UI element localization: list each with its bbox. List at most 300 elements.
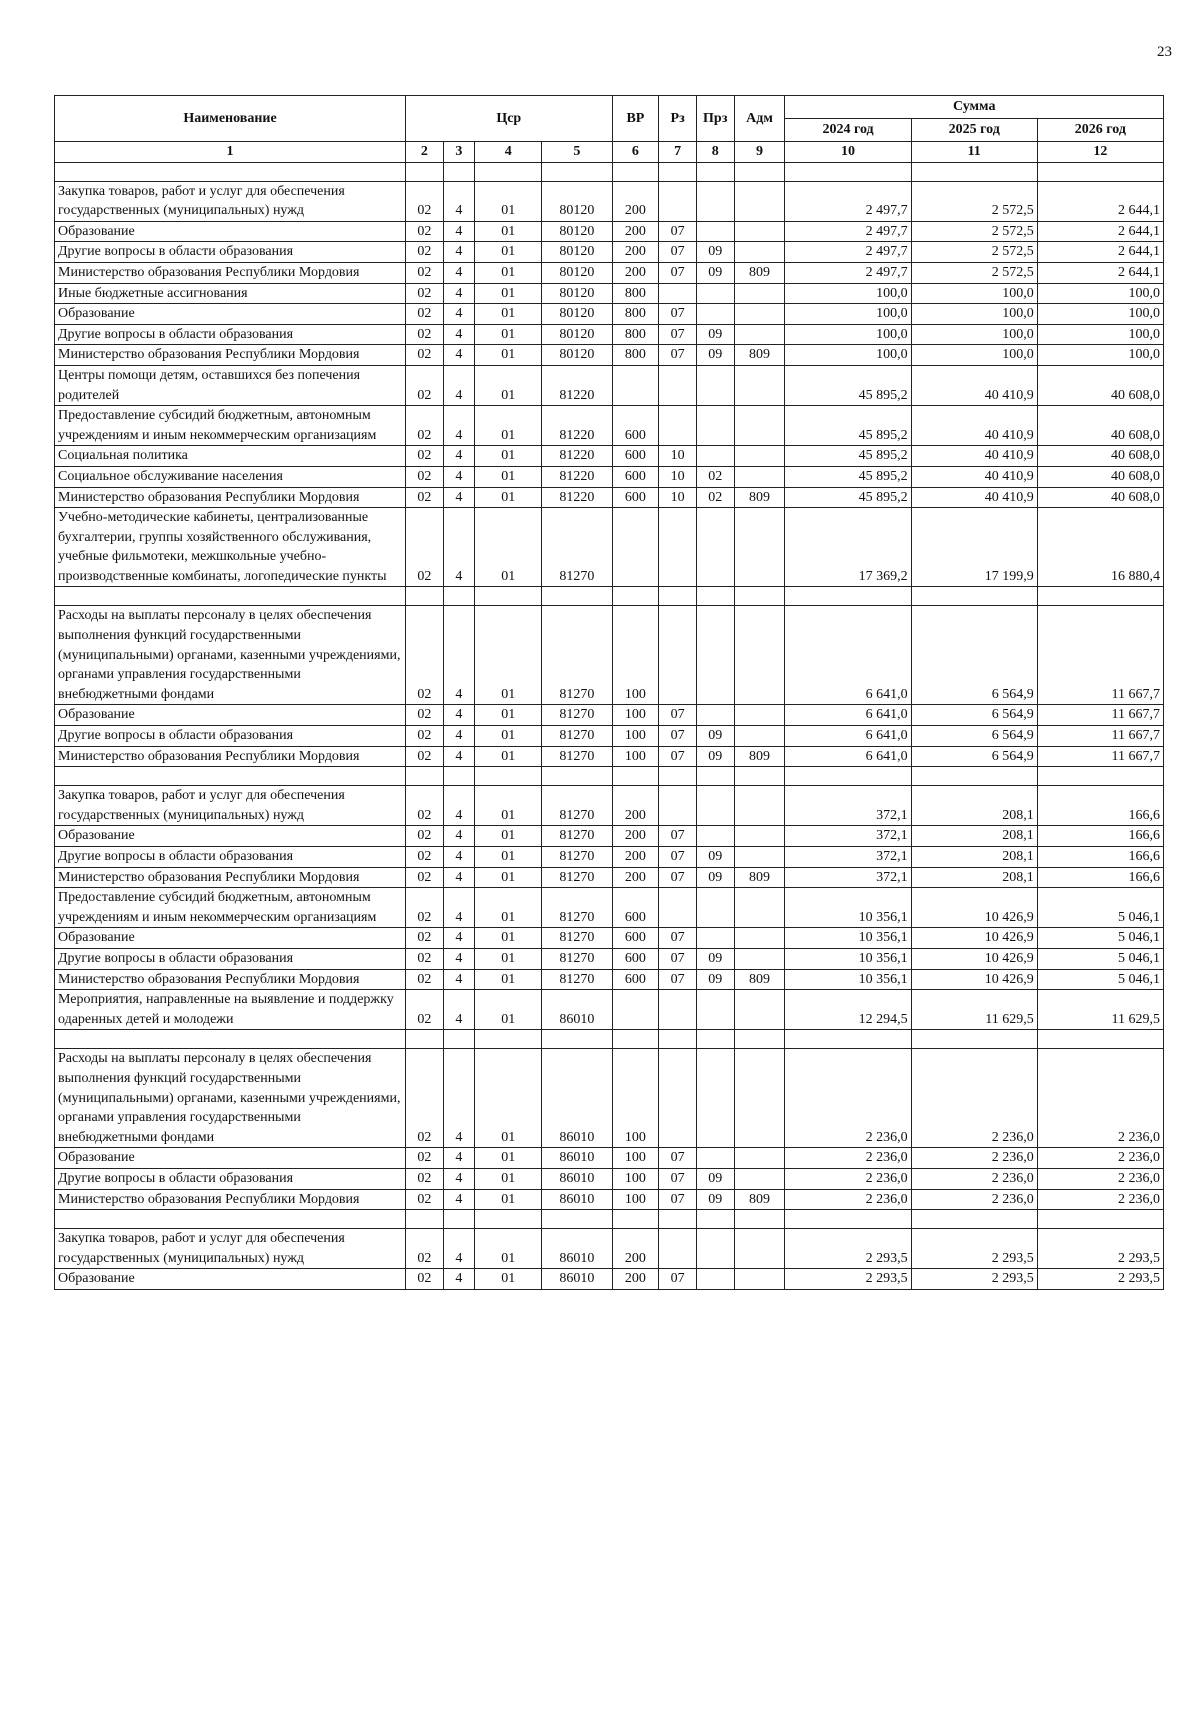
cell-v3: 2 293,5	[1037, 1229, 1163, 1269]
table-row	[55, 928, 1164, 949]
table-row	[55, 283, 1164, 304]
cell-prz	[696, 181, 734, 221]
cell-c1: 02	[406, 181, 444, 221]
column-number: 12	[1037, 142, 1163, 163]
cell-c3: 01	[475, 606, 542, 705]
cell-rz: 07	[659, 867, 697, 888]
cell-c1: 02	[406, 786, 444, 826]
cell-name: Предоставление субсидий бюджетным, автономным учреждениям и иным некоммерческим организациям	[55, 888, 406, 928]
column-number: 1	[55, 142, 406, 163]
table-row	[55, 1049, 1164, 1148]
cell-c4: 81220	[542, 487, 612, 508]
cell-vr: 200	[612, 847, 659, 868]
cell-vr: 600	[612, 948, 659, 969]
cell-v1: 2 497,7	[785, 181, 911, 221]
table-row	[55, 262, 1164, 283]
cell-c1: 02	[406, 1148, 444, 1169]
cell-name: Другие вопросы в области образования	[55, 324, 406, 345]
cell-v3: 2 644,1	[1037, 262, 1163, 283]
cell-prz	[696, 406, 734, 446]
cell-v1: 2 497,7	[785, 242, 911, 263]
table-row	[55, 1269, 1164, 1290]
cell-c2: 4	[443, 508, 475, 587]
cell-c3: 01	[475, 1049, 542, 1148]
cell-c4: 80120	[542, 242, 612, 263]
cell-v2: 6 564,9	[911, 606, 1037, 705]
cell-adm	[734, 406, 785, 446]
table-row	[55, 705, 1164, 726]
cell-v3: 2 236,0	[1037, 1168, 1163, 1189]
cell-rz: 07	[659, 705, 697, 726]
cell-prz: 09	[696, 948, 734, 969]
cell-name: Министерство образования Республики Мордовия	[55, 867, 406, 888]
cell-name: Закупка товаров, работ и услуг для обеспечения государственных (муниципальных) нужд	[55, 1229, 406, 1269]
cell-c2: 4	[443, 446, 475, 467]
cell-c4: 81270	[542, 786, 612, 826]
cell-c3: 01	[475, 1148, 542, 1169]
cell-prz	[696, 1229, 734, 1269]
cell-prz: 09	[696, 847, 734, 868]
cell-rz	[659, 406, 697, 446]
cell-c2: 4	[443, 705, 475, 726]
cell-v3: 16 880,4	[1037, 508, 1163, 587]
cell-v2: 2 293,5	[911, 1269, 1037, 1290]
cell-c3: 01	[475, 990, 542, 1030]
cell-v1: 10 356,1	[785, 928, 911, 949]
cell-v2: 208,1	[911, 867, 1037, 888]
cell-v1: 100,0	[785, 345, 911, 366]
cell-v2: 2 572,5	[911, 181, 1037, 221]
cell-v3: 166,6	[1037, 867, 1163, 888]
cell-prz	[696, 826, 734, 847]
cell-vr: 100	[612, 606, 659, 705]
table-row	[55, 1189, 1164, 1210]
cell-c4: 81220	[542, 466, 612, 487]
cell-c4: 86010	[542, 1229, 612, 1269]
cell-name: Министерство образования Республики Мордовия	[55, 487, 406, 508]
cell-c4: 81270	[542, 746, 612, 767]
cell-c3: 01	[475, 726, 542, 747]
cell-adm: 809	[734, 969, 785, 990]
cell-rz: 10	[659, 446, 697, 467]
table-row	[55, 365, 1164, 405]
cell-c2: 4	[443, 888, 475, 928]
cell-vr: 100	[612, 1189, 659, 1210]
cell-prz: 09	[696, 969, 734, 990]
cell-name: Расходы на выплаты персоналу в целях обеспечения выполнения функций государственными (муниципальными) органами, казенными учреждениями, органами управления государственными внебюджетными фондами	[55, 606, 406, 705]
header-adm: Адм	[734, 96, 785, 142]
cell-v3: 40 608,0	[1037, 446, 1163, 467]
cell-c1: 02	[406, 487, 444, 508]
cell-v2: 2 236,0	[911, 1189, 1037, 1210]
cell-adm	[734, 283, 785, 304]
cell-rz: 07	[659, 304, 697, 325]
cell-vr: 800	[612, 345, 659, 366]
cell-c4: 80120	[542, 181, 612, 221]
cell-c4: 81270	[542, 847, 612, 868]
cell-v2: 2 236,0	[911, 1049, 1037, 1148]
cell-vr: 200	[612, 242, 659, 263]
cell-rz: 07	[659, 726, 697, 747]
cell-vr: 800	[612, 324, 659, 345]
cell-vr: 200	[612, 1229, 659, 1269]
cell-c2: 4	[443, 262, 475, 283]
cell-vr: 200	[612, 826, 659, 847]
cell-c3: 01	[475, 345, 542, 366]
cell-name: Социальное обслуживание населения	[55, 466, 406, 487]
cell-c1: 02	[406, 345, 444, 366]
table-row	[55, 242, 1164, 263]
cell-v1: 12 294,5	[785, 990, 911, 1030]
cell-adm	[734, 446, 785, 467]
cell-c1: 02	[406, 324, 444, 345]
cell-c2: 4	[443, 345, 475, 366]
cell-c1: 02	[406, 365, 444, 405]
cell-c1: 02	[406, 283, 444, 304]
cell-vr: 600	[612, 406, 659, 446]
cell-prz: 09	[696, 345, 734, 366]
cell-c3: 01	[475, 365, 542, 405]
cell-v2: 100,0	[911, 345, 1037, 366]
cell-adm	[734, 606, 785, 705]
cell-v3: 40 608,0	[1037, 365, 1163, 405]
table-row	[55, 181, 1164, 221]
cell-name: Образование	[55, 304, 406, 325]
cell-v2: 100,0	[911, 304, 1037, 325]
cell-rz: 07	[659, 826, 697, 847]
cell-prz: 09	[696, 726, 734, 747]
cell-c3: 01	[475, 324, 542, 345]
cell-v1: 6 641,0	[785, 726, 911, 747]
cell-v3: 40 608,0	[1037, 487, 1163, 508]
cell-c2: 4	[443, 1269, 475, 1290]
cell-vr: 100	[612, 1049, 659, 1148]
column-number: 8	[696, 142, 734, 163]
cell-rz	[659, 181, 697, 221]
cell-v2: 10 426,9	[911, 969, 1037, 990]
cell-v3: 40 608,0	[1037, 406, 1163, 446]
cell-rz	[659, 365, 697, 405]
cell-v2: 11 629,5	[911, 990, 1037, 1030]
cell-prz: 09	[696, 1189, 734, 1210]
table-row	[55, 406, 1164, 446]
cell-adm	[734, 466, 785, 487]
cell-c1: 02	[406, 826, 444, 847]
cell-c4: 81270	[542, 948, 612, 969]
spacer-row	[55, 767, 1164, 786]
cell-c1: 02	[406, 969, 444, 990]
cell-prz	[696, 283, 734, 304]
cell-v1: 10 356,1	[785, 948, 911, 969]
cell-rz	[659, 1229, 697, 1269]
cell-c1: 02	[406, 705, 444, 726]
cell-rz: 07	[659, 847, 697, 868]
cell-c2: 4	[443, 466, 475, 487]
cell-vr: 200	[612, 1269, 659, 1290]
cell-vr: 600	[612, 446, 659, 467]
cell-v2: 208,1	[911, 826, 1037, 847]
cell-adm	[734, 365, 785, 405]
cell-c4: 86010	[542, 1189, 612, 1210]
cell-adm	[734, 242, 785, 263]
cell-v3: 11 629,5	[1037, 990, 1163, 1030]
cell-v2: 2 572,5	[911, 242, 1037, 263]
cell-v1: 45 895,2	[785, 406, 911, 446]
cell-v2: 10 426,9	[911, 888, 1037, 928]
cell-c4: 86010	[542, 1148, 612, 1169]
header-csr: Цср	[406, 96, 613, 142]
cell-v1: 17 369,2	[785, 508, 911, 587]
cell-rz	[659, 888, 697, 928]
cell-name: Другие вопросы в области образования	[55, 1168, 406, 1189]
cell-v3: 11 667,7	[1037, 726, 1163, 747]
table-row	[55, 324, 1164, 345]
cell-name: Другие вопросы в области образования	[55, 948, 406, 969]
table-row	[55, 221, 1164, 242]
cell-rz: 07	[659, 1269, 697, 1290]
cell-adm	[734, 221, 785, 242]
cell-rz: 07	[659, 928, 697, 949]
cell-adm: 809	[734, 345, 785, 366]
cell-v3: 2 236,0	[1037, 1049, 1163, 1148]
column-number: 6	[612, 142, 659, 163]
cell-c1: 02	[406, 867, 444, 888]
cell-prz	[696, 1049, 734, 1148]
cell-adm	[734, 181, 785, 221]
cell-v2: 10 426,9	[911, 948, 1037, 969]
cell-v1: 6 641,0	[785, 606, 911, 705]
cell-rz	[659, 508, 697, 587]
cell-v3: 11 667,7	[1037, 746, 1163, 767]
table-row	[55, 867, 1164, 888]
cell-v1: 372,1	[785, 847, 911, 868]
cell-name: Образование	[55, 705, 406, 726]
cell-c3: 01	[475, 948, 542, 969]
cell-c3: 01	[475, 1269, 542, 1290]
cell-prz	[696, 786, 734, 826]
cell-rz: 07	[659, 262, 697, 283]
cell-c4: 81270	[542, 826, 612, 847]
cell-c4: 80120	[542, 221, 612, 242]
cell-c3: 01	[475, 283, 542, 304]
cell-adm: 809	[734, 1189, 785, 1210]
cell-c2: 4	[443, 786, 475, 826]
cell-v2: 6 564,9	[911, 746, 1037, 767]
cell-rz	[659, 283, 697, 304]
cell-name: Образование	[55, 928, 406, 949]
cell-c2: 4	[443, 181, 475, 221]
cell-c3: 01	[475, 181, 542, 221]
cell-v1: 2 293,5	[785, 1269, 911, 1290]
cell-v2: 2 236,0	[911, 1148, 1037, 1169]
cell-c2: 4	[443, 365, 475, 405]
cell-rz	[659, 1049, 697, 1148]
cell-v2: 6 564,9	[911, 705, 1037, 726]
cell-name: Расходы на выплаты персоналу в целях обеспечения выполнения функций государственными (муниципальными) органами, казенными учреждениями, органами управления государственными внебюджетными фондами	[55, 1049, 406, 1148]
cell-prz	[696, 508, 734, 587]
cell-v1: 372,1	[785, 867, 911, 888]
cell-name: Иные бюджетные ассигнования	[55, 283, 406, 304]
cell-rz	[659, 786, 697, 826]
cell-name: Министерство образования Республики Мордовия	[55, 746, 406, 767]
cell-c1: 02	[406, 304, 444, 325]
cell-name: Министерство образования Республики Мордовия	[55, 262, 406, 283]
cell-c1: 02	[406, 446, 444, 467]
table-row	[55, 508, 1164, 587]
cell-adm: 809	[734, 746, 785, 767]
cell-c4: 80120	[542, 324, 612, 345]
cell-adm	[734, 1229, 785, 1269]
cell-v3: 2 236,0	[1037, 1189, 1163, 1210]
cell-rz: 07	[659, 324, 697, 345]
cell-vr	[612, 365, 659, 405]
cell-v1: 45 895,2	[785, 466, 911, 487]
cell-c4: 81270	[542, 705, 612, 726]
cell-adm	[734, 1049, 785, 1148]
cell-c3: 01	[475, 847, 542, 868]
table-row	[55, 948, 1164, 969]
cell-v1: 2 236,0	[785, 1168, 911, 1189]
cell-c3: 01	[475, 1189, 542, 1210]
cell-adm	[734, 324, 785, 345]
cell-c3: 01	[475, 1168, 542, 1189]
cell-c1: 02	[406, 726, 444, 747]
cell-c3: 01	[475, 969, 542, 990]
cell-name: Образование	[55, 1269, 406, 1290]
cell-v3: 100,0	[1037, 304, 1163, 325]
cell-v2: 208,1	[911, 786, 1037, 826]
cell-c4: 81220	[542, 365, 612, 405]
table-row	[55, 304, 1164, 325]
cell-v3: 166,6	[1037, 826, 1163, 847]
cell-v3: 100,0	[1037, 283, 1163, 304]
cell-prz	[696, 446, 734, 467]
cell-rz: 07	[659, 948, 697, 969]
cell-prz	[696, 990, 734, 1030]
cell-c4: 86010	[542, 1049, 612, 1148]
cell-c2: 4	[443, 283, 475, 304]
table-row	[55, 487, 1164, 508]
cell-v3: 2 644,1	[1037, 221, 1163, 242]
table-row	[55, 746, 1164, 767]
cell-name: Образование	[55, 826, 406, 847]
cell-prz	[696, 705, 734, 726]
cell-c1: 02	[406, 508, 444, 587]
cell-c4: 80120	[542, 262, 612, 283]
cell-c1: 02	[406, 746, 444, 767]
cell-v1: 45 895,2	[785, 487, 911, 508]
cell-v2: 17 199,9	[911, 508, 1037, 587]
cell-rz: 07	[659, 242, 697, 263]
cell-v1: 100,0	[785, 283, 911, 304]
cell-c1: 02	[406, 888, 444, 928]
table-row	[55, 1168, 1164, 1189]
cell-c2: 4	[443, 969, 475, 990]
table-row	[55, 446, 1164, 467]
cell-v1: 2 236,0	[785, 1148, 911, 1169]
column-number: 7	[659, 142, 697, 163]
cell-prz: 09	[696, 242, 734, 263]
cell-c3: 01	[475, 487, 542, 508]
cell-c3: 01	[475, 888, 542, 928]
cell-v1: 45 895,2	[785, 446, 911, 467]
cell-c1: 02	[406, 1189, 444, 1210]
header-rz: Рз	[659, 96, 697, 142]
cell-prz	[696, 606, 734, 705]
cell-c4: 81270	[542, 928, 612, 949]
table-row	[55, 345, 1164, 366]
cell-c1: 02	[406, 1229, 444, 1269]
cell-v3: 5 046,1	[1037, 928, 1163, 949]
cell-c1: 02	[406, 242, 444, 263]
cell-vr: 600	[612, 888, 659, 928]
cell-c1: 02	[406, 1269, 444, 1290]
cell-adm	[734, 888, 785, 928]
cell-c4: 81270	[542, 867, 612, 888]
spacer-row	[55, 162, 1164, 181]
header-name: Наименование	[55, 96, 406, 142]
cell-adm	[734, 1269, 785, 1290]
cell-rz: 07	[659, 746, 697, 767]
cell-name: Министерство образования Республики Мордовия	[55, 1189, 406, 1210]
cell-name: Центры помощи детям, оставшихся без попечения родителей	[55, 365, 406, 405]
cell-c2: 4	[443, 1229, 475, 1269]
cell-v3: 2 293,5	[1037, 1269, 1163, 1290]
spacer-row	[55, 1210, 1164, 1229]
table-row	[55, 888, 1164, 928]
cell-vr: 200	[612, 786, 659, 826]
header-vr: ВР	[612, 96, 659, 142]
cell-c4: 80120	[542, 283, 612, 304]
cell-rz: 07	[659, 345, 697, 366]
cell-rz: 07	[659, 221, 697, 242]
column-number-row	[55, 142, 1164, 163]
cell-prz: 02	[696, 487, 734, 508]
cell-v1: 6 641,0	[785, 705, 911, 726]
cell-c4: 86010	[542, 1168, 612, 1189]
cell-c2: 4	[443, 1168, 475, 1189]
cell-vr: 100	[612, 705, 659, 726]
cell-vr: 200	[612, 867, 659, 888]
spacer-row	[55, 587, 1164, 606]
cell-v2: 2 236,0	[911, 1168, 1037, 1189]
cell-v1: 2 236,0	[785, 1189, 911, 1210]
cell-adm	[734, 786, 785, 826]
cell-rz: 07	[659, 1189, 697, 1210]
table-row	[55, 786, 1164, 826]
cell-c1: 02	[406, 406, 444, 446]
header-2025: 2025 год	[911, 119, 1037, 142]
cell-v3: 11 667,7	[1037, 606, 1163, 705]
cell-adm	[734, 1168, 785, 1189]
cell-name: Закупка товаров, работ и услуг для обеспечения государственных (муниципальных) нужд	[55, 786, 406, 826]
cell-prz: 02	[696, 466, 734, 487]
cell-adm	[734, 826, 785, 847]
cell-c2: 4	[443, 826, 475, 847]
cell-c1: 02	[406, 606, 444, 705]
cell-v3: 100,0	[1037, 345, 1163, 366]
cell-v2: 40 410,9	[911, 365, 1037, 405]
column-number: 3	[443, 142, 475, 163]
cell-c3: 01	[475, 466, 542, 487]
cell-v3: 11 667,7	[1037, 705, 1163, 726]
cell-c2: 4	[443, 221, 475, 242]
cell-v2: 40 410,9	[911, 446, 1037, 467]
cell-adm	[734, 508, 785, 587]
cell-vr: 100	[612, 1148, 659, 1169]
cell-vr: 200	[612, 181, 659, 221]
header-2024: 2024 год	[785, 119, 911, 142]
